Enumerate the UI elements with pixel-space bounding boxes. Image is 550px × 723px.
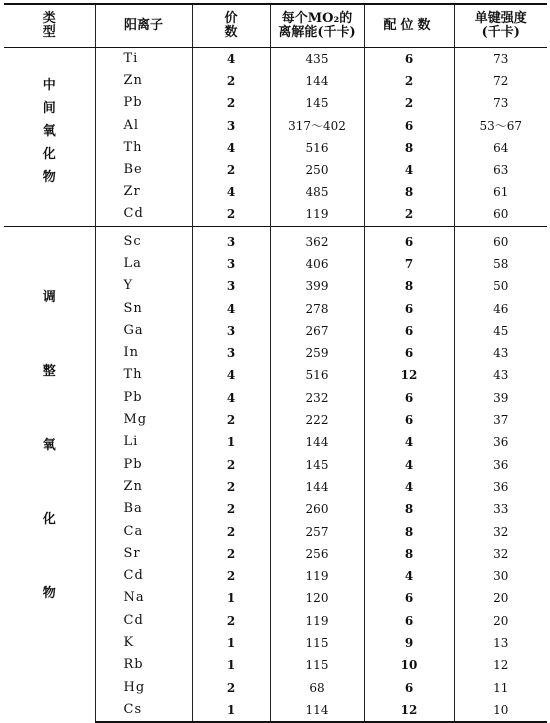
table-header xyxy=(4,4,547,48)
bond-strength-cell: 32 xyxy=(454,520,547,542)
category-char: 氧 xyxy=(42,438,56,454)
cation-cell: Pb xyxy=(95,453,192,475)
coordination-cell: 8 xyxy=(364,275,454,297)
valence-cell: 3 xyxy=(192,253,270,275)
coordination-cell: 6 xyxy=(364,231,454,253)
valence-cell: 4 xyxy=(192,48,270,71)
cation-cell: Th xyxy=(95,364,192,386)
valence-cell: 4 xyxy=(192,297,270,319)
coordination-cell: 9 xyxy=(364,632,454,654)
coordination-cell: 6 xyxy=(364,610,454,632)
coordination-cell: 8 xyxy=(364,181,454,203)
bond-strength-cell: 63 xyxy=(454,159,547,181)
bond-strength-cell: 12 xyxy=(454,654,547,676)
cation-cell: Ba xyxy=(95,498,192,520)
cation-cell: Cs xyxy=(95,699,192,722)
header-coordination-number: 配位数 xyxy=(364,4,454,48)
coordination-cell: 6 xyxy=(364,587,454,609)
cation-cell: In xyxy=(95,342,192,364)
cation-cell: Cd xyxy=(95,565,192,587)
coordination-cell: 8 xyxy=(364,137,454,159)
bond-strength-cell: 72 xyxy=(454,70,547,92)
dissociation-energy-cell: 232 xyxy=(270,387,364,409)
category-char: 物 xyxy=(42,586,56,602)
coordination-cell: 6 xyxy=(364,320,454,342)
cation-cell: Na xyxy=(95,587,192,609)
header-bond-strength-line2: (千卡) xyxy=(481,25,520,40)
category-char: 物 xyxy=(42,170,56,186)
coordination-cell: 4 xyxy=(364,431,454,453)
cation-cell: K xyxy=(95,632,192,654)
bond-strength-cell: 36 xyxy=(454,431,547,453)
dissociation-energy-cell: 362 xyxy=(270,231,364,253)
cation-cell: Ca xyxy=(95,520,192,542)
header-valence: 价 数 xyxy=(192,4,270,48)
dissociation-energy-cell: 259 xyxy=(270,342,364,364)
cation-cell: Hg xyxy=(95,676,192,698)
valence-cell: 2 xyxy=(192,610,270,632)
dissociation-energy-cell: 114 xyxy=(270,699,364,722)
valence-cell: 1 xyxy=(192,699,270,722)
valence-cell: 3 xyxy=(192,115,270,137)
oxide-bond-strength-table xyxy=(4,3,547,723)
bond-strength-cell: 30 xyxy=(454,565,547,587)
valence-cell: 4 xyxy=(192,181,270,203)
dissociation-energy-cell: 119 xyxy=(270,565,364,587)
cation-cell: Th xyxy=(95,137,192,159)
coordination-cell: 4 xyxy=(364,453,454,475)
dissociation-energy-cell: 435 xyxy=(270,48,364,71)
coordination-cell: 6 xyxy=(364,409,454,431)
bond-strength-cell: 39 xyxy=(454,387,547,409)
dissociation-energy-cell: 120 xyxy=(270,587,364,609)
valence-cell: 2 xyxy=(192,543,270,565)
valence-cell: 1 xyxy=(192,632,270,654)
valence-cell: 4 xyxy=(192,137,270,159)
cation-cell: Cd xyxy=(95,203,192,226)
cation-cell: Al xyxy=(95,115,192,137)
dissociation-energy-cell: 278 xyxy=(270,297,364,319)
bond-strength-cell: 45 xyxy=(454,320,547,342)
dissociation-energy-cell: 516 xyxy=(270,137,364,159)
cation-cell: Pb xyxy=(95,92,192,114)
cation-cell: Ti xyxy=(95,48,192,71)
valence-cell: 2 xyxy=(192,70,270,92)
coordination-cell: 12 xyxy=(364,364,454,386)
bond-strength-cell: 36 xyxy=(454,453,547,475)
category-cell xyxy=(4,48,95,227)
valence-cell: 4 xyxy=(192,387,270,409)
coordination-cell: 10 xyxy=(364,654,454,676)
bond-strength-cell: 46 xyxy=(454,297,547,319)
cation-cell: Sc xyxy=(95,231,192,253)
cation-cell: Li xyxy=(95,431,192,453)
bond-strength-cell: 60 xyxy=(454,231,547,253)
table-row xyxy=(4,48,547,71)
valence-cell: 2 xyxy=(192,498,270,520)
category-char: 化 xyxy=(42,512,56,528)
dissociation-energy-cell: 222 xyxy=(270,409,364,431)
table-body xyxy=(4,48,547,723)
bond-strength-cell: 11 xyxy=(454,676,547,698)
coordination-cell: 7 xyxy=(364,253,454,275)
bond-strength-cell: 37 xyxy=(454,409,547,431)
cation-cell: Zr xyxy=(95,181,192,203)
dissociation-energy-cell: 68 xyxy=(270,676,364,698)
valence-cell: 2 xyxy=(192,453,270,475)
coordination-cell: 6 xyxy=(364,387,454,409)
dissociation-energy-cell: 406 xyxy=(270,253,364,275)
category-char: 整 xyxy=(42,364,56,380)
valence-cell: 3 xyxy=(192,231,270,253)
bond-strength-cell: 43 xyxy=(454,364,547,386)
cation-cell: Sn xyxy=(95,297,192,319)
bond-strength-cell: 58 xyxy=(454,253,547,275)
bond-strength-cell: 64 xyxy=(454,137,547,159)
coordination-cell: 12 xyxy=(364,699,454,722)
bond-strength-cell: 20 xyxy=(454,587,547,609)
bond-strength-cell: 61 xyxy=(454,181,547,203)
dissociation-energy-cell: 516 xyxy=(270,364,364,386)
bond-strength-cell: 73 xyxy=(454,92,547,114)
cation-cell: Sr xyxy=(95,543,192,565)
coordination-cell: 6 xyxy=(364,48,454,71)
valence-cell: 2 xyxy=(192,520,270,542)
dissociation-energy-cell: 399 xyxy=(270,275,364,297)
bond-strength-cell: 60 xyxy=(454,203,547,226)
coordination-cell: 6 xyxy=(364,115,454,137)
cation-cell: Zn xyxy=(95,476,192,498)
coordination-cell: 4 xyxy=(364,159,454,181)
coordination-cell: 2 xyxy=(364,70,454,92)
valence-cell: 2 xyxy=(192,676,270,698)
coordination-cell: 6 xyxy=(364,297,454,319)
category-char: 调 xyxy=(42,290,56,306)
header-bond-strength-line1: 单键强度 xyxy=(474,11,527,26)
category-char: 间 xyxy=(42,101,56,117)
bond-strength-cell: 10 xyxy=(454,699,547,722)
dissociation-energy-cell: 145 xyxy=(270,453,364,475)
header-dissociation-energy xyxy=(270,4,364,48)
dissociation-energy-cell: 115 xyxy=(270,632,364,654)
dissociation-energy-cell: 144 xyxy=(270,70,364,92)
valence-cell: 3 xyxy=(192,275,270,297)
bond-strength-cell: 43 xyxy=(454,342,547,364)
cation-cell: Be xyxy=(95,159,192,181)
dissociation-energy-cell: 115 xyxy=(270,654,364,676)
valence-cell: 3 xyxy=(192,342,270,364)
valence-cell: 1 xyxy=(192,431,270,453)
valence-cell: 2 xyxy=(192,565,270,587)
dissociation-energy-cell: 260 xyxy=(270,498,364,520)
dissociation-energy-cell: 267 xyxy=(270,320,364,342)
cation-cell: Zn xyxy=(95,70,192,92)
coordination-cell: 6 xyxy=(364,676,454,698)
bond-strength-cell: 73 xyxy=(454,48,547,71)
header-row xyxy=(4,4,547,48)
valence-cell: 2 xyxy=(192,476,270,498)
coordination-cell: 8 xyxy=(364,520,454,542)
bond-strength-cell: 33 xyxy=(454,498,547,520)
valence-cell: 1 xyxy=(192,587,270,609)
bond-strength-cell: 53～67 xyxy=(454,115,547,137)
dissociation-energy-cell: 317～402 xyxy=(270,115,364,137)
category-cell xyxy=(4,231,95,723)
dissociation-energy-cell: 119 xyxy=(270,610,364,632)
coordination-cell: 2 xyxy=(364,203,454,226)
coordination-cell: 8 xyxy=(364,498,454,520)
valence-cell: 4 xyxy=(192,364,270,386)
header-dissociation-line2: 离解能(千卡) xyxy=(278,25,356,40)
table-row xyxy=(4,231,547,253)
valence-cell: 2 xyxy=(192,203,270,226)
dissociation-energy-cell: 257 xyxy=(270,520,364,542)
valence-cell: 1 xyxy=(192,654,270,676)
cation-cell: Pb xyxy=(95,387,192,409)
dissociation-energy-cell: 144 xyxy=(270,476,364,498)
dissociation-energy-cell: 485 xyxy=(270,181,364,203)
valence-cell: 2 xyxy=(192,159,270,181)
bond-strength-cell: 20 xyxy=(454,610,547,632)
valence-cell: 2 xyxy=(192,92,270,114)
coordination-cell: 8 xyxy=(364,543,454,565)
header-dissociation-line1: 每个MO₂的 xyxy=(281,11,353,26)
dissociation-energy-cell: 144 xyxy=(270,431,364,453)
dissociation-energy-cell: 119 xyxy=(270,203,364,226)
valence-cell: 3 xyxy=(192,320,270,342)
coordination-cell: 2 xyxy=(364,92,454,114)
coordination-cell: 4 xyxy=(364,565,454,587)
cation-cell: Rb xyxy=(95,654,192,676)
cation-cell: Ga xyxy=(95,320,192,342)
bond-strength-cell: 13 xyxy=(454,632,547,654)
bond-strength-cell: 32 xyxy=(454,543,547,565)
bond-strength-cell: 50 xyxy=(454,275,547,297)
bond-strength-cell: 36 xyxy=(454,476,547,498)
category-char: 中 xyxy=(42,78,56,94)
valence-cell: 2 xyxy=(192,409,270,431)
oxide-bond-strength-table-page xyxy=(4,3,547,716)
dissociation-energy-cell: 145 xyxy=(270,92,364,114)
header-cation: 阳离子 xyxy=(95,4,192,48)
header-category: 类 型 xyxy=(4,4,95,48)
cation-cell: Mg xyxy=(95,409,192,431)
header-bond-strength xyxy=(454,4,547,48)
cation-cell: Y xyxy=(95,275,192,297)
category-char: 化 xyxy=(42,147,56,163)
dissociation-energy-cell: 256 xyxy=(270,543,364,565)
cation-cell: La xyxy=(95,253,192,275)
cation-cell: Cd xyxy=(95,610,192,632)
coordination-cell: 6 xyxy=(364,342,454,364)
coordination-cell: 4 xyxy=(364,476,454,498)
dissociation-energy-cell: 250 xyxy=(270,159,364,181)
category-char: 氧 xyxy=(42,124,56,140)
